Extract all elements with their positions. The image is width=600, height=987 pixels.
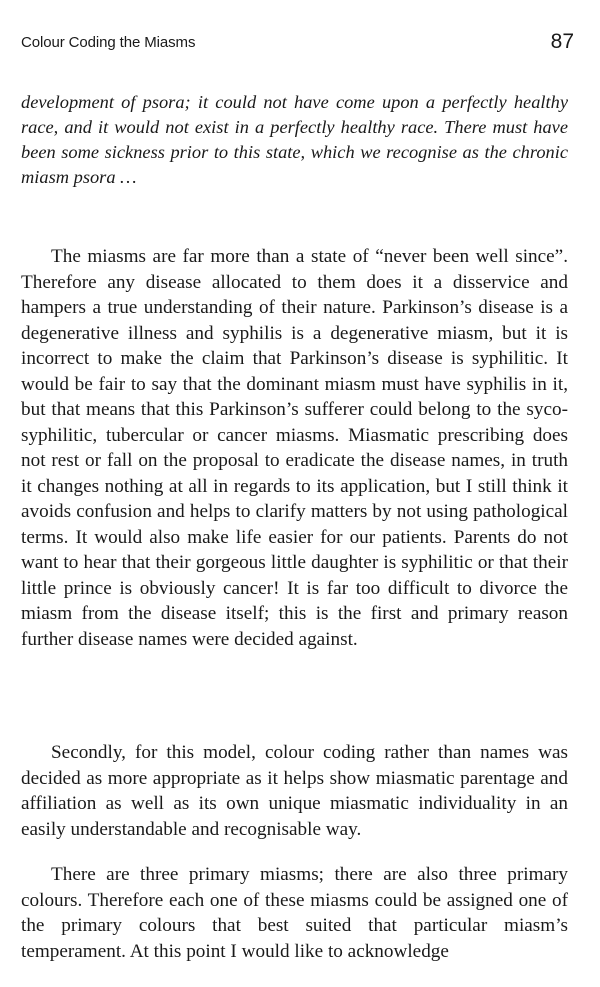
chapter-title: Colour Coding the Miasms: [21, 34, 196, 51]
paragraph-miasms-disease-names: The miasms are far more than a state of “never been well since”. Therefore any disease allocated to them does it a disservice and hampers a true understanding of their nature. Parkinson’s disease is a degenerative illness and syphilis is a degenerative miasm, but it is incorrect to make the claim that Parkinson’s disease is syphilitic. It would be fair to say that the dominant miasm must have syphilis in it, but that means that this Parkinson’s sufferer could belong to the syco-syphilitic, tubercular or cancer miasms. Miasmatic prescribing does not rest or fall on the proposal to eradicate the disease names, in truth it changes nothing at all in regards to its application, but I still think it avoids confusion and helps to clarify matters by not using pathological terms. It would also make life easier for our patients. Parents do not want to hear that their gorgeous little daughter is syphilitic or that their little prince is obviously cancer! It is far too difficult to divorce the miasm from the disease itself; this is the first and primary reason further disease names were decided against.: [21, 246, 568, 650]
running-header: [21, 30, 574, 60]
page-number: 87: [550, 30, 574, 53]
paragraph-colour-coding: Secondly, for this model, colour coding rather than names was decided as more appropriate as it helps show miasmatic parentage and affiliation as well as its own unique miasmatic individuality in an easily understandable and recognisable way.: [21, 742, 568, 840]
quoted-passage: development of psora; it could not have come upon a perfectly healthy race, and it would not exist in a perfectly healthy race. There must have been some sickness prior to this state, which we recognise as the chronic miasm psora …: [21, 92, 568, 187]
paragraph-primary-colours: There are three primary miasms; there are also three primary colours. Therefore each one of these miasms could be assigned one of the primary colours that best suited that particular miasm’s temperament. At this point I would like to acknowledge: [21, 864, 568, 962]
